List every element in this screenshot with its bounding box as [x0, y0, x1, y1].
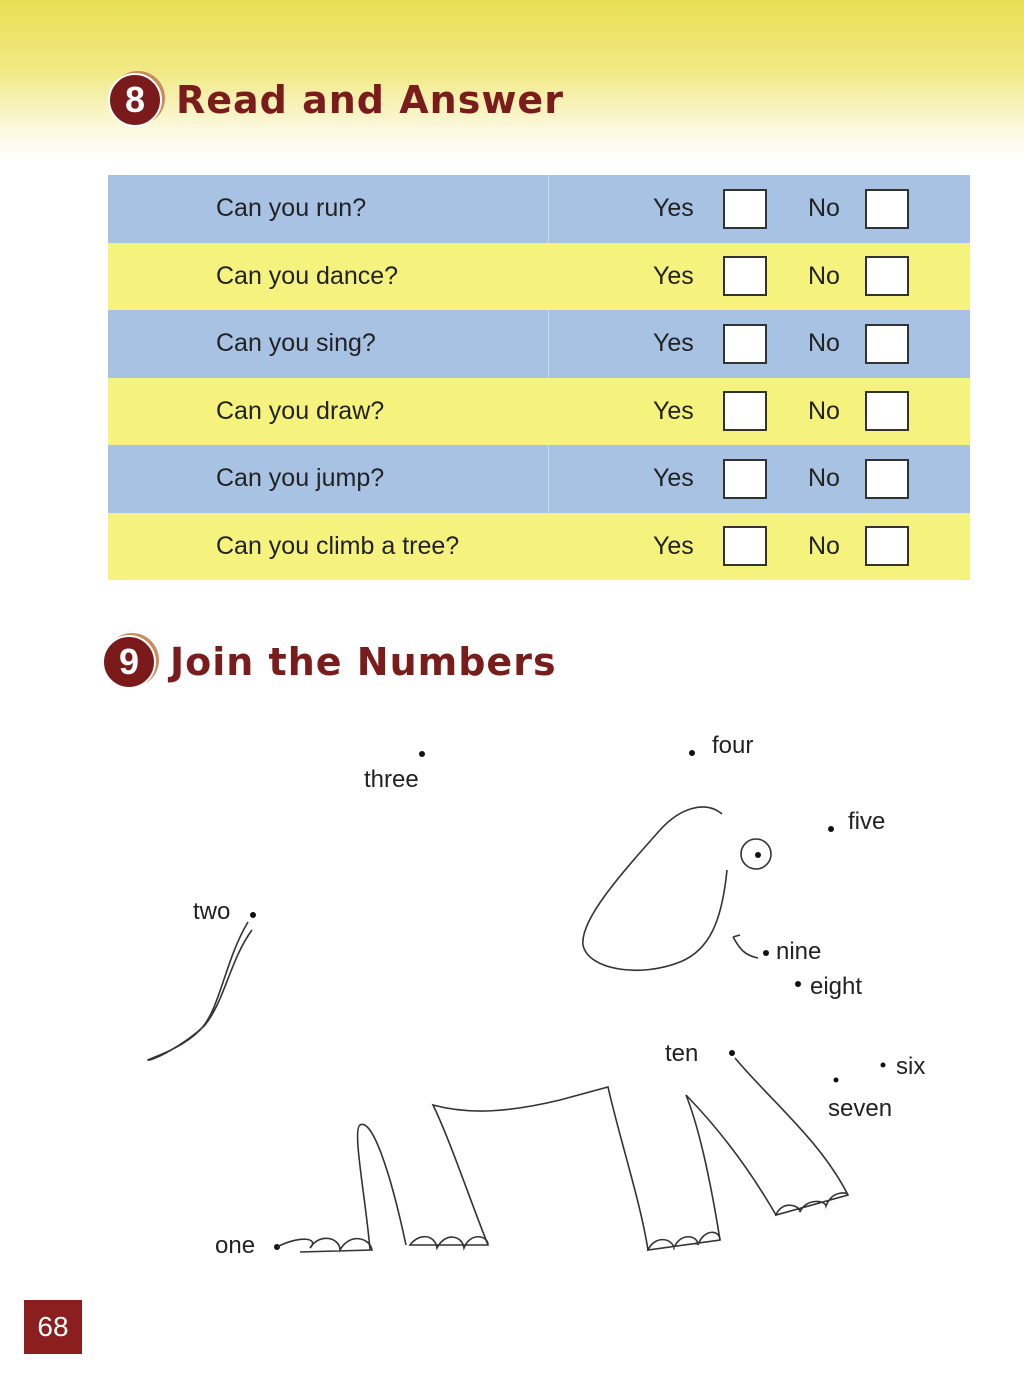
dot-seven[interactable]	[834, 1078, 839, 1083]
yes-label: Yes	[653, 194, 694, 223]
label-seven: seven	[828, 1095, 893, 1122]
no-label: No	[808, 531, 840, 560]
label-nine: nine	[776, 938, 822, 965]
dot-two[interactable]	[250, 912, 256, 918]
dot-five[interactable]	[828, 826, 834, 832]
dot-nine[interactable]	[763, 950, 769, 956]
eye-pupil	[755, 852, 761, 858]
elephant-mouth	[733, 935, 758, 958]
no-label: No	[808, 396, 840, 425]
label-one: one	[215, 1232, 256, 1259]
dot-three[interactable]	[419, 751, 425, 757]
label-three: three	[364, 766, 419, 793]
label-six: six	[896, 1053, 926, 1080]
section-title: Join the Numbers	[170, 640, 557, 684]
elephant-body	[433, 1087, 648, 1250]
question-text: Can you climb a tree?	[216, 531, 460, 560]
label-ten: ten	[665, 1040, 699, 1067]
dot-four[interactable]	[689, 750, 695, 756]
no-label: No	[808, 464, 840, 493]
number-dots	[250, 750, 886, 1250]
yes-label: Yes	[653, 464, 694, 493]
page-number: 68	[24, 1300, 82, 1354]
question-text: Can you run?	[216, 194, 367, 223]
section-title: Read and Answer	[176, 78, 564, 122]
yes-label: Yes	[653, 531, 694, 560]
question-text: Can you dance?	[216, 261, 399, 290]
question-text: Can you jump?	[216, 464, 385, 493]
dot-six[interactable]	[881, 1063, 886, 1068]
elephant-ear	[583, 807, 727, 970]
section-number-badge: 9	[102, 635, 156, 689]
elephant-tail	[148, 922, 252, 1060]
label-five: five	[848, 808, 886, 835]
elephant-front-leg	[686, 1095, 776, 1240]
elephant-back-leg	[358, 1124, 406, 1250]
elephant-toes	[277, 1193, 848, 1252]
dot-eight[interactable]	[795, 981, 801, 987]
yes-label: Yes	[653, 396, 694, 425]
yes-label: Yes	[653, 261, 694, 290]
label-four: four	[712, 732, 754, 759]
no-label: No	[808, 194, 840, 223]
label-two: two	[193, 898, 231, 925]
question-text: Can you draw?	[216, 396, 385, 425]
elephant-trunk-line	[735, 1058, 848, 1195]
question-text: Can you sing?	[216, 329, 376, 358]
no-label: No	[808, 329, 840, 358]
label-eight: eight	[810, 973, 863, 1000]
yes-label: Yes	[653, 329, 694, 358]
no-label: No	[808, 261, 840, 290]
section-number-badge: 8	[108, 73, 162, 127]
dot-ten[interactable]	[729, 1050, 735, 1056]
